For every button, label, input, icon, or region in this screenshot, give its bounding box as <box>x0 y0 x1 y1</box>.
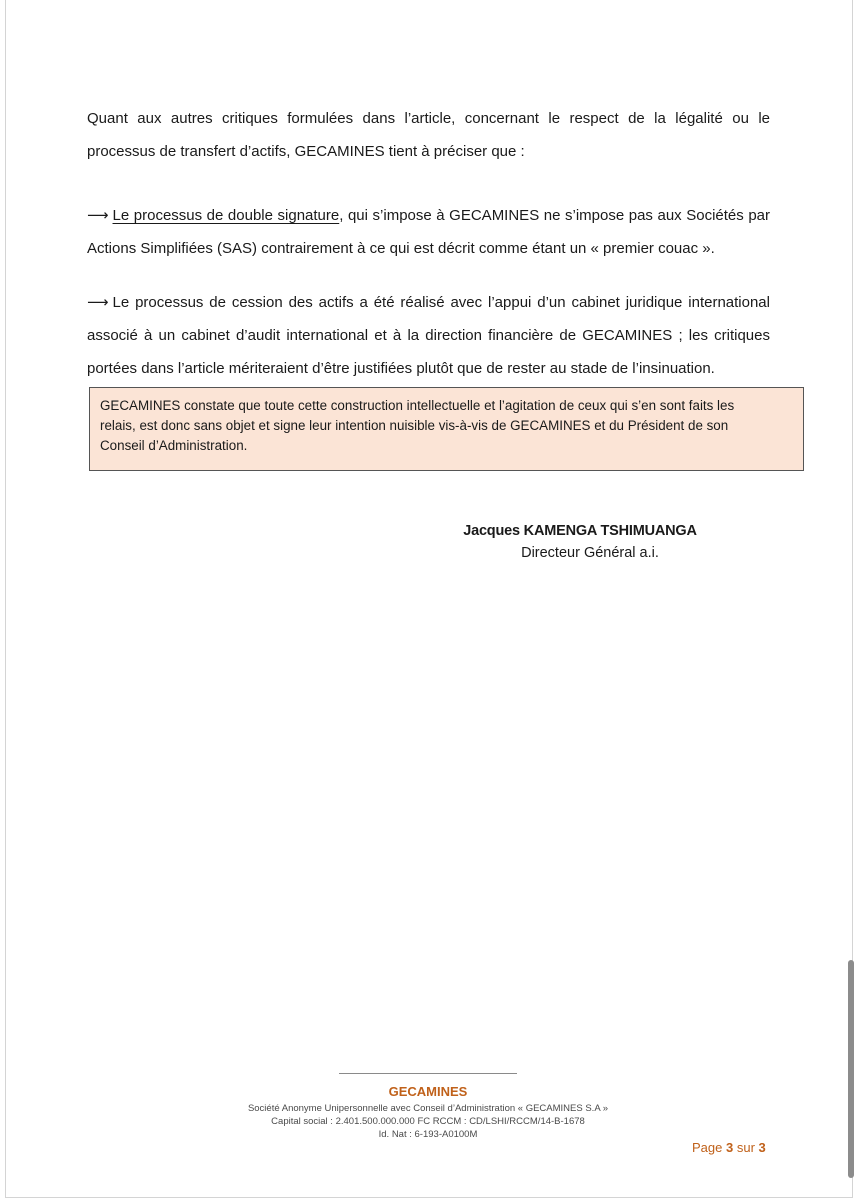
page-prefix: Page <box>692 1140 723 1155</box>
callout-line: GECAMINES constate que toute cette construction intellectuelle et l’agitation de ceux qui s’en sont faits les <box>100 398 735 413</box>
signatory-name: Jacques KAMENGA TSHIMUANGA <box>463 523 697 539</box>
page-current: 3 <box>726 1140 734 1155</box>
paragraph-line: processus de transfert d’actifs, GECAMINES tient à préciser que : <box>87 143 525 160</box>
paragraph-line: Quant aux autres critiques formulées dans l’article, concernant le respect de la légalité ou le <box>87 110 770 127</box>
paragraph-text: , qui s’impose à GECAMINES ne s’impose pas aux Sociétés par <box>339 207 770 224</box>
conclusion-callout-box <box>89 387 804 471</box>
vertical-scrollbar[interactable] <box>848 960 854 1178</box>
footer-company-name: GECAMINES <box>388 1084 468 1099</box>
footer <box>180 1083 676 1141</box>
document-page <box>5 0 853 1198</box>
paragraph-text: Le processus de cession des actifs a été réalisé avec l’appui d’un cabinet juridique international <box>112 294 770 311</box>
footer-divider <box>339 1073 517 1074</box>
paragraph-line <box>87 199 770 232</box>
arrow-icon: ⟶ <box>87 294 109 311</box>
footer-id-line: Id. Nat : 6-193-A0100M <box>378 1129 478 1140</box>
footer-capital-line: Capital social : 2.401.500.000.000 FC RCCM : CD/LSHI/RCCM/14-B-1678 <box>271 1116 585 1127</box>
callout-line: relais, est donc sans objet et signe leur intention nuisible vis-à-vis de GECAMINES et du Président de son <box>100 418 729 433</box>
paragraph-line: Actions Simplifiées (SAS) contrairement à ce qui est décrit comme étant un « premier couac ». <box>87 240 715 257</box>
footer-legal-line: Société Anonyme Unipersonnelle avec Conseil d’Administration « GECAMINES S.A » <box>247 1103 609 1114</box>
page-separator: sur <box>736 1140 755 1155</box>
callout-line: Conseil d’Administration. <box>100 438 248 453</box>
paragraph-asset-transfer <box>87 286 770 385</box>
signature-block <box>440 520 720 564</box>
paragraph-line <box>87 286 770 319</box>
page-number <box>692 1140 766 1155</box>
paragraph-line: portées dans l’article mériteraient d’être justifiées plutôt que de rester au stade de l’insinuation. <box>87 360 715 377</box>
arrow-icon: ⟶ <box>87 207 109 224</box>
underlined-phrase: Le processus de double signature <box>112 207 340 224</box>
paragraph-intro <box>87 102 770 168</box>
page-total: 3 <box>758 1140 766 1155</box>
paragraph-line: associé à un cabinet d’audit international et à la direction financière de GECAMINES ; les critiques <box>87 327 770 344</box>
signatory-title: Directeur Général a.i. <box>521 545 659 561</box>
paragraph-double-signature <box>87 199 770 265</box>
